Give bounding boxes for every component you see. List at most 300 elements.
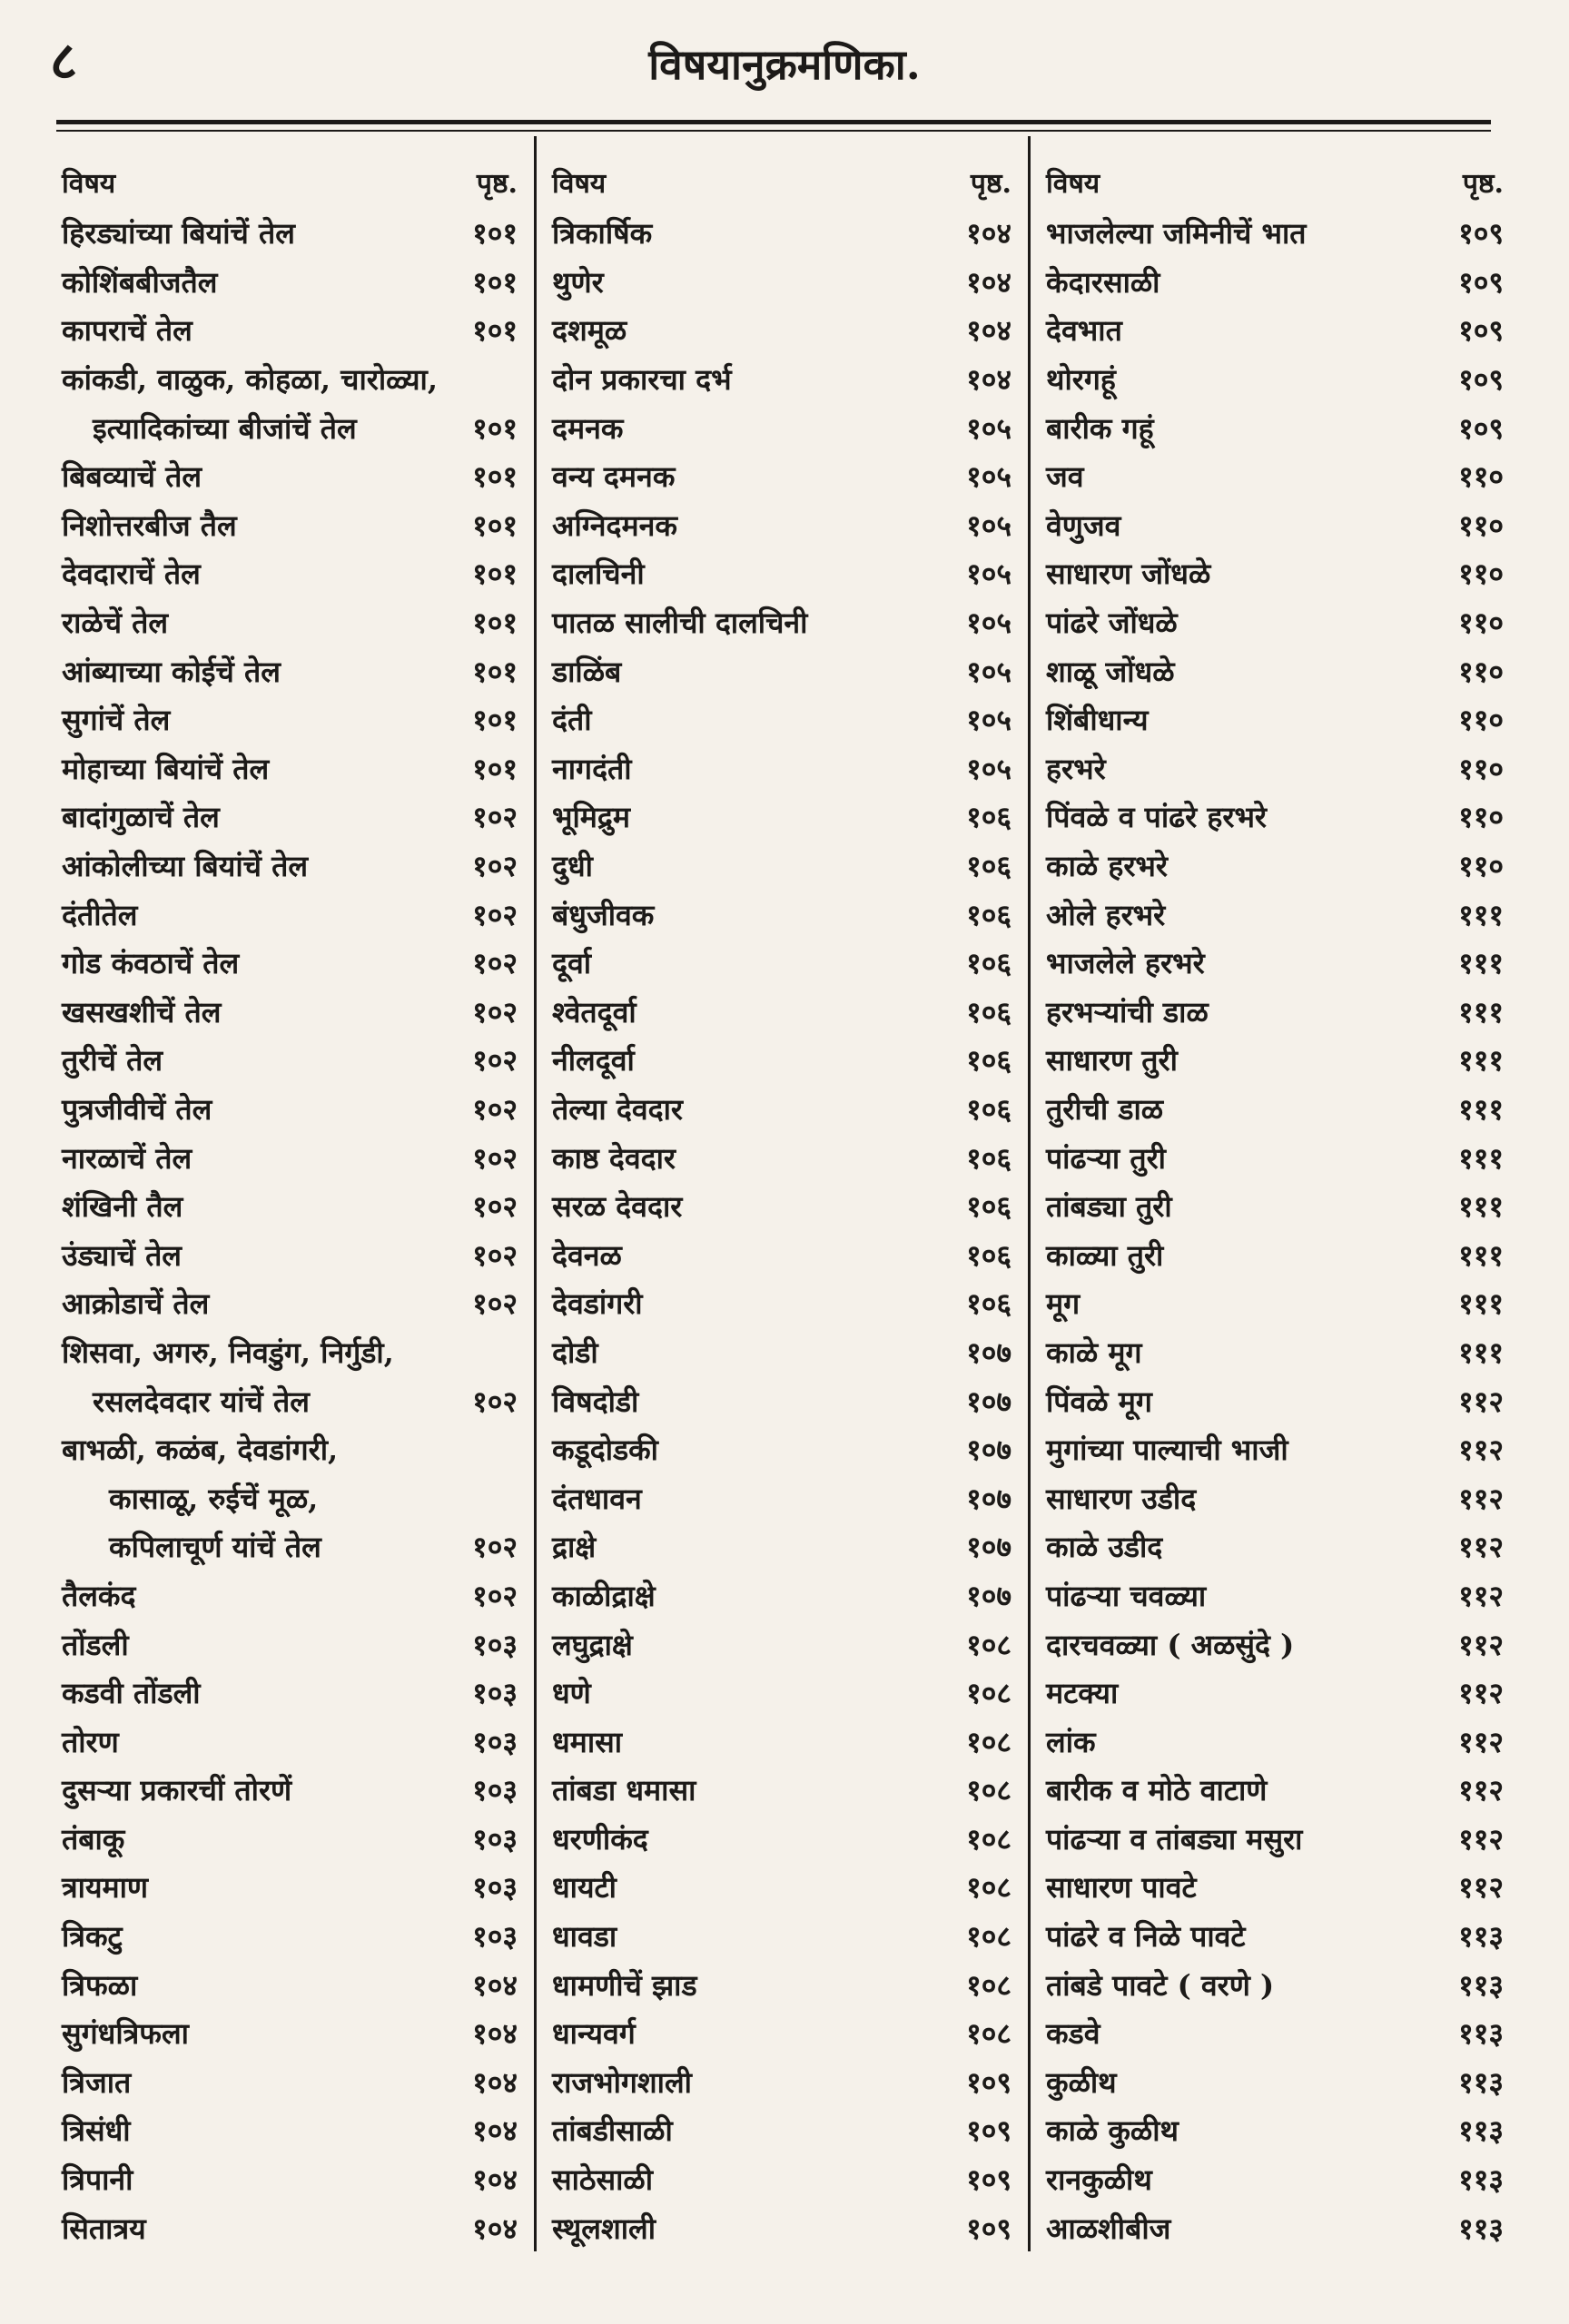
entry-page: १०८: [966, 1676, 1011, 1711]
entry-subject: हरभऱ्यांची डाळ: [1046, 994, 1209, 1029]
entry-subject: बारीक व मोठे वाटाणे: [1046, 1773, 1268, 1808]
entry-subject: लघुद्राक्षे: [552, 1627, 633, 1662]
entry-page: १०४: [966, 362, 1011, 398]
index-entry: [552, 646, 1011, 695]
entry-subject: धमासा: [552, 1724, 623, 1759]
entry-page: १०२: [472, 1530, 518, 1565]
entry-page: १०१: [472, 507, 518, 543]
index-entry: [552, 306, 1011, 355]
entry-subject: दुधी: [552, 849, 593, 884]
index-entry: [1046, 1620, 1504, 1669]
entry-subject: पिंवळे मूग: [1046, 1384, 1152, 1419]
entry-subject: मोहाच्या बियांचें तेल: [62, 751, 270, 786]
entry-page: ११२: [1458, 1724, 1504, 1759]
entry-page: ११२: [1458, 1433, 1504, 1468]
entry-page: १०३: [472, 1676, 518, 1711]
index-entry: [1046, 549, 1504, 598]
entry-subject: हिरड्यांच्या बियांचें तेल: [62, 216, 295, 251]
entry-subject: दारचवळ्या ( अळसुंदे ): [1046, 1627, 1295, 1662]
index-entry: [552, 1133, 1011, 1182]
entry-subject: कडवे: [1046, 2016, 1100, 2052]
entry-page: १०८: [966, 1870, 1011, 1905]
entry-page: १०४: [472, 2064, 518, 2100]
entry-page: ११०: [1458, 849, 1504, 884]
index-entry: [552, 2009, 1011, 2058]
entry-subject: कपिलाचूर्ण यांचें तेल: [109, 1530, 321, 1565]
index-entry: [1046, 355, 1504, 404]
index-entry: [1046, 2009, 1504, 2058]
entry-page: ११३: [1458, 2113, 1504, 2149]
column-divider-1: [534, 136, 537, 2251]
entry-subject: देवनळ: [552, 1237, 622, 1273]
entry-page: १०६: [966, 1189, 1011, 1225]
index-entry: [1046, 793, 1504, 842]
entry-page: १०१: [472, 654, 518, 689]
index-entry: [62, 1425, 518, 1474]
entry-page: ११३: [1458, 1919, 1504, 1955]
index-entry: [1046, 1133, 1504, 1182]
index-entry: [62, 646, 518, 695]
entry-page: १०८: [966, 1773, 1011, 1808]
entry-subject: दशमूळ: [552, 313, 627, 349]
index-entry: [62, 842, 518, 891]
entry-page: १०४: [966, 216, 1011, 251]
column-header-page: पृष्ठ.: [1462, 167, 1504, 200]
entry-subject: राजभोगशाली: [552, 2064, 692, 2100]
entry-page: १०२: [472, 1578, 518, 1613]
entry-subject: साधारण उडीद: [1046, 1481, 1197, 1516]
index-entry: [1046, 939, 1504, 988]
entry-subject: देवदाराचें तेल: [62, 556, 201, 592]
entry-subject: तोरण: [62, 1724, 119, 1759]
entry-page: १०२: [472, 1140, 518, 1176]
index-entry: [1046, 1473, 1504, 1522]
index-entry: [62, 355, 518, 404]
entry-subject: जव: [1046, 459, 1084, 495]
entry-page: १०९: [966, 2162, 1011, 2198]
entry-page: १०१: [472, 313, 518, 349]
entry-subject: श्वेतदूर्वा: [552, 994, 636, 1029]
entry-page: १११: [1458, 1043, 1504, 1078]
index-entry: [62, 1473, 518, 1522]
entry-subject: काळे कुळीथ: [1046, 2113, 1179, 2149]
index-entry: [552, 1620, 1011, 1669]
index-entry: [62, 2155, 518, 2204]
index-entry: [1046, 501, 1504, 550]
entry-subject: वेणुजव: [1046, 507, 1121, 543]
column-header-subject: विषय: [552, 167, 607, 200]
index-entry: [552, 1815, 1011, 1864]
entry-subject: सरळ देवदार: [552, 1189, 683, 1225]
entry-subject: तुरीची डाळ: [1046, 1091, 1164, 1127]
entry-subject: धायटी: [552, 1870, 617, 1905]
index-entry: [1046, 598, 1504, 647]
entry-page: १०२: [472, 800, 518, 835]
entry-subject: साधारण पावटे: [1046, 1870, 1197, 1905]
index-entry: [552, 1036, 1011, 1085]
index-entry: [1046, 1717, 1504, 1766]
entry-page: ११२: [1458, 1627, 1504, 1662]
index-entry: [1046, 1182, 1504, 1231]
entry-subject: शिसवा, अगरु, निवडुंग, निर्गुडी,: [62, 1334, 394, 1370]
index-entry: [552, 890, 1011, 939]
entry-page: १०८: [966, 1919, 1011, 1955]
index-entry: [552, 355, 1011, 404]
entry-subject: स्थूलशाली: [552, 2211, 656, 2246]
entry-page: १०१: [472, 703, 518, 738]
index-entry: [62, 2106, 518, 2155]
entry-page: १११: [1458, 1091, 1504, 1127]
index-entry: [62, 1328, 518, 1377]
entry-subject: पांढरे व निळे पावटे: [1046, 1919, 1246, 1955]
index-entry: [552, 1863, 1011, 1912]
index-entry: [1046, 1425, 1504, 1474]
column-header: [552, 154, 1011, 209]
entry-subject: भूमिद्रुम: [552, 800, 631, 835]
entry-page: १११: [1458, 1334, 1504, 1370]
entry-subject: धान्यवर्ग: [552, 2016, 636, 2052]
column-header-subject: विषय: [1046, 167, 1100, 200]
entry-page: ११०: [1458, 556, 1504, 592]
entry-subject: आळशीबीज: [1046, 2211, 1171, 2246]
entry-page: ११०: [1458, 800, 1504, 835]
index-entry: [62, 1133, 518, 1182]
entry-subject: कुळीथ: [1046, 2064, 1117, 2100]
index-entry: [552, 1376, 1011, 1425]
index-entry: [62, 306, 518, 355]
entry-subject: राळेचें तेल: [62, 606, 169, 641]
index-entry: [62, 598, 518, 647]
index-entry: [552, 2203, 1011, 2252]
index-entry: [62, 744, 518, 793]
entry-subject: पिंवळे व पांढरे हरभरे: [1046, 800, 1268, 835]
index-entry: [552, 209, 1011, 258]
index-entry: [62, 793, 518, 842]
index-entry: [62, 1571, 518, 1620]
index-entry: [1046, 2155, 1504, 2204]
index-entry: [552, 1182, 1011, 1231]
entry-subject: तांबडे पावटे ( वरणे ): [1046, 1967, 1275, 2003]
entry-subject: काष्ठ देवदार: [552, 1140, 676, 1176]
entry-page: १०६: [966, 994, 1011, 1029]
entry-page: १०६: [966, 849, 1011, 884]
index-entry: [62, 1036, 518, 1085]
entry-page: १०३: [472, 1627, 518, 1662]
index-entry: [1046, 744, 1504, 793]
index-entry: [552, 1522, 1011, 1571]
entry-page: १०३: [472, 1773, 518, 1808]
index-entry: [1046, 988, 1504, 1037]
entry-page: १०१: [472, 556, 518, 592]
index-entry: [552, 695, 1011, 744]
index-entry: [552, 842, 1011, 891]
index-entry: [1046, 1571, 1504, 1620]
entry-subject: थोरगहूं: [1046, 362, 1116, 398]
entry-subject: वन्य दमनक: [552, 459, 676, 495]
entry-subject: कांकडी, वाळुक, कोहळा, चारोळ्या,: [62, 362, 438, 398]
index-entry: [62, 2058, 518, 2107]
entry-page: ११२: [1458, 1773, 1504, 1808]
entry-subject: ओले हरभरे: [1046, 897, 1166, 932]
entry-page: १०२: [472, 1384, 518, 1419]
index-entry: [1046, 695, 1504, 744]
entry-page: १०६: [966, 897, 1011, 932]
entry-page: १०९: [966, 2064, 1011, 2100]
entry-page: १११: [1458, 1286, 1504, 1322]
entry-page: १०२: [472, 897, 518, 932]
entry-page: १०७: [966, 1578, 1011, 1613]
entry-subject: नीलदूर्वा: [552, 1043, 635, 1078]
entry-subject: सुगंधत्रिफला: [62, 2016, 189, 2052]
index-entry: [62, 1815, 518, 1864]
index-entry: [1046, 1522, 1504, 1571]
entry-page: ११३: [1458, 2016, 1504, 2052]
entry-page: १०४: [472, 1967, 518, 2003]
entry-subject: कासाळू, रुईचें मूळ,: [109, 1481, 319, 1516]
index-entry: [552, 1328, 1011, 1377]
index-entry: [552, 598, 1011, 647]
entry-subject: काळे मूग: [1046, 1334, 1142, 1370]
index-entry: [552, 1571, 1011, 1620]
entry-subject: दोडी: [552, 1334, 598, 1370]
entry-subject: मूग: [1046, 1286, 1081, 1322]
header-rule-thin: [56, 130, 1491, 132]
entry-subject: बिबव्याचें तेल: [62, 459, 202, 495]
entry-page: ११३: [1458, 2162, 1504, 2198]
entry-page: १०९: [1458, 216, 1504, 251]
entry-subject: रानकुळीथ: [1046, 2162, 1152, 2198]
entry-page: १०८: [966, 1724, 1011, 1759]
index-entry: [552, 793, 1011, 842]
index-entry: [1046, 1863, 1504, 1912]
entry-subject: आंकोलीच्या बियांचें तेल: [62, 849, 309, 884]
entry-page: ११०: [1458, 507, 1504, 543]
entry-subject: पांढऱ्या व तांबड्या मसुरा: [1046, 1821, 1303, 1856]
entry-page: १११: [1458, 1189, 1504, 1225]
entry-subject: बाभळी, कळंब, देवडांगरी,: [62, 1433, 339, 1468]
index-entry: [552, 1279, 1011, 1328]
entry-page: १०९: [966, 2113, 1011, 2149]
index-entry: [1046, 890, 1504, 939]
entry-page: १११: [1458, 946, 1504, 981]
entry-page: १०६: [966, 1286, 1011, 1322]
entry-page: १०५: [966, 556, 1011, 592]
entry-subject: पांढरे जोंधळे: [1046, 606, 1178, 641]
entry-page: १०१: [472, 751, 518, 786]
entry-page: १०४: [966, 313, 1011, 349]
entry-subject: पातळ सालीची दालचिनी: [552, 606, 808, 641]
page-number: ८: [50, 30, 78, 92]
column-header-page: पृष्ठ.: [970, 167, 1011, 200]
entry-subject: सितात्रय: [62, 2211, 146, 2246]
entry-subject: देवडांगरी: [552, 1286, 643, 1322]
entry-subject: कोशिंबबीजतैल: [62, 264, 218, 300]
entry-subject: भाजलेल्या जमिनीचें भात: [1046, 216, 1307, 251]
index-entry: [62, 1279, 518, 1328]
entry-subject: नारळाचें तेल: [62, 1140, 192, 1176]
entry-page: १०६: [966, 1140, 1011, 1176]
entry-subject: दोन प्रकारचा दर्भ: [552, 362, 732, 398]
entry-page: ११२: [1458, 1821, 1504, 1856]
entry-page: १०८: [966, 1821, 1011, 1856]
entry-page: १०५: [966, 606, 1011, 641]
index-entry: [1046, 1036, 1504, 1085]
index-entry: [552, 1912, 1011, 1961]
index-entry: [552, 549, 1011, 598]
index-entry: [62, 1182, 518, 1231]
entry-page: १०२: [472, 1043, 518, 1078]
index-entry: [1046, 2058, 1504, 2107]
entry-subject: काळीद्राक्षे: [552, 1578, 656, 1613]
entry-subject: द्राक्षे: [552, 1530, 597, 1565]
entry-subject: तांबडा धमासा: [552, 1773, 696, 1808]
index-entry: [552, 1425, 1011, 1474]
entry-page: १०२: [472, 1091, 518, 1127]
index-entry: [62, 988, 518, 1037]
entry-subject: तोंडली: [62, 1627, 129, 1662]
index-entry: [552, 1669, 1011, 1718]
entry-page: १०७: [966, 1530, 1011, 1565]
index-entry: [1046, 1328, 1504, 1377]
index-entry: [1046, 306, 1504, 355]
entry-subject: काळे हरभरे: [1046, 849, 1168, 884]
index-entry: [1046, 452, 1504, 501]
entry-page: १०२: [472, 849, 518, 884]
index-entry: [1046, 1376, 1504, 1425]
index-entry: [62, 1522, 518, 1571]
entry-subject: दंतीतेल: [62, 897, 138, 932]
index-entry: [62, 1085, 518, 1134]
index-entry: [1046, 1815, 1504, 1864]
entry-subject: साधारण जोंधळे: [1046, 556, 1211, 592]
index-entry: [552, 1960, 1011, 2009]
entry-page: १०७: [966, 1384, 1011, 1419]
entry-subject: त्रिपानी: [62, 2162, 133, 2198]
entry-page: १०१: [472, 459, 518, 495]
entry-subject: कडवी तोंडली: [62, 1676, 201, 1711]
index-entry: [1046, 1912, 1504, 1961]
entry-subject: अग्निदमनक: [552, 507, 677, 543]
entry-subject: त्रायमाण: [62, 1870, 149, 1905]
index-entry: [62, 501, 518, 550]
entry-page: १०५: [966, 703, 1011, 738]
entry-subject: तंबाकू: [62, 1821, 125, 1856]
entry-page: १०४: [472, 2162, 518, 2198]
index-entry: [62, 1230, 518, 1279]
entry-subject: शाळू जोंधळे: [1046, 654, 1175, 689]
index-entry: [552, 403, 1011, 452]
entry-subject: त्रिजात: [62, 2064, 132, 2100]
entry-subject: मुगांच्या पाल्याची भाजी: [1046, 1433, 1288, 1468]
index-entry: [1046, 1766, 1504, 1815]
entry-subject: दंतधावन: [552, 1481, 642, 1516]
entry-subject: देवभात: [1046, 313, 1122, 349]
index-entry: [552, 1473, 1011, 1522]
index-entry: [1046, 646, 1504, 695]
index-entry: [62, 1669, 518, 1718]
index-entry: [1046, 2106, 1504, 2155]
entry-subject: खसखशीचें तेल: [62, 994, 222, 1029]
entry-subject: त्रिसंधी: [62, 2113, 131, 2149]
entry-page: १०९: [1458, 362, 1504, 398]
index-entry: [62, 452, 518, 501]
entry-page: १०९: [1458, 410, 1504, 446]
entry-subject: तांबड्या तुरी: [1046, 1189, 1172, 1225]
entry-page: १०५: [966, 751, 1011, 786]
entry-page: १११: [1458, 1140, 1504, 1176]
entry-page: १०४: [472, 2113, 518, 2149]
index-column-1: [62, 154, 518, 2252]
entry-subject: त्रिफळा: [62, 1967, 138, 2003]
index-entry: [552, 2155, 1011, 2204]
entry-subject: काळ्या तुरी: [1046, 1237, 1164, 1273]
entry-page: ११०: [1458, 751, 1504, 786]
entry-page: ११२: [1458, 1481, 1504, 1516]
entry-subject: आंब्याच्या कोईचें तेल: [62, 654, 281, 689]
entry-subject: तुरीचें तेल: [62, 1043, 163, 1078]
column-divider-2: [1028, 136, 1031, 2251]
entry-subject: काळे उडीद: [1046, 1530, 1163, 1565]
index-entry: [552, 744, 1011, 793]
entry-subject: केदारसाळी: [1046, 264, 1160, 300]
index-entry: [62, 1960, 518, 2009]
index-entry: [552, 1717, 1011, 1766]
index-entry: [552, 2106, 1011, 2155]
index-entry: [552, 501, 1011, 550]
entry-subject: तैलकंद: [62, 1578, 136, 1613]
entry-subject: शिंबीधान्य: [1046, 703, 1149, 738]
entry-page: १०५: [966, 410, 1011, 446]
index-entry: [62, 2203, 518, 2252]
entry-subject: इत्यादिकांच्या बीजांचें तेल: [93, 410, 357, 446]
page-title: विषयानुक्रमणिका.: [648, 40, 921, 89]
entry-page: १०६: [966, 946, 1011, 981]
entry-page: १०६: [966, 1237, 1011, 1273]
entry-page: १०१: [472, 264, 518, 300]
entry-subject: गोड कंवठाचें तेल: [62, 946, 240, 981]
entry-subject: उंड्याचें तेल: [62, 1237, 183, 1273]
entry-page: १११: [1458, 897, 1504, 932]
entry-page: १०३: [472, 1919, 518, 1955]
entry-page: ११०: [1458, 703, 1504, 738]
index-entry: [62, 1620, 518, 1669]
entry-subject: सुगांचें तेल: [62, 703, 171, 738]
entry-subject: बारीक गहूं: [1046, 410, 1154, 446]
index-entry: [1046, 1669, 1504, 1718]
entry-page: १०३: [472, 1870, 518, 1905]
entry-page: १०१: [472, 216, 518, 251]
entry-page: १०९: [1458, 313, 1504, 349]
entry-subject: लांक: [1046, 1724, 1096, 1759]
entry-subject: पांढऱ्या तुरी: [1046, 1140, 1166, 1176]
entry-page: १०७: [966, 1433, 1011, 1468]
entry-page: १११: [1458, 1237, 1504, 1273]
entry-subject: दालचिनी: [552, 556, 645, 592]
column-header: [62, 154, 518, 209]
entry-subject: आक्रोडाचें तेल: [62, 1286, 210, 1322]
entry-page: १०५: [966, 459, 1011, 495]
index-entry: [62, 695, 518, 744]
index-entry: [552, 452, 1011, 501]
entry-subject: दूर्वा: [552, 946, 592, 981]
entry-page: १०२: [472, 946, 518, 981]
entry-subject: पुत्रजीवीचें तेल: [62, 1091, 212, 1127]
entry-page: ११०: [1458, 654, 1504, 689]
entry-page: १०९: [1458, 264, 1504, 300]
index-column-2: [552, 154, 1011, 2252]
entry-page: १०६: [966, 800, 1011, 835]
entry-page: १०१: [472, 410, 518, 446]
